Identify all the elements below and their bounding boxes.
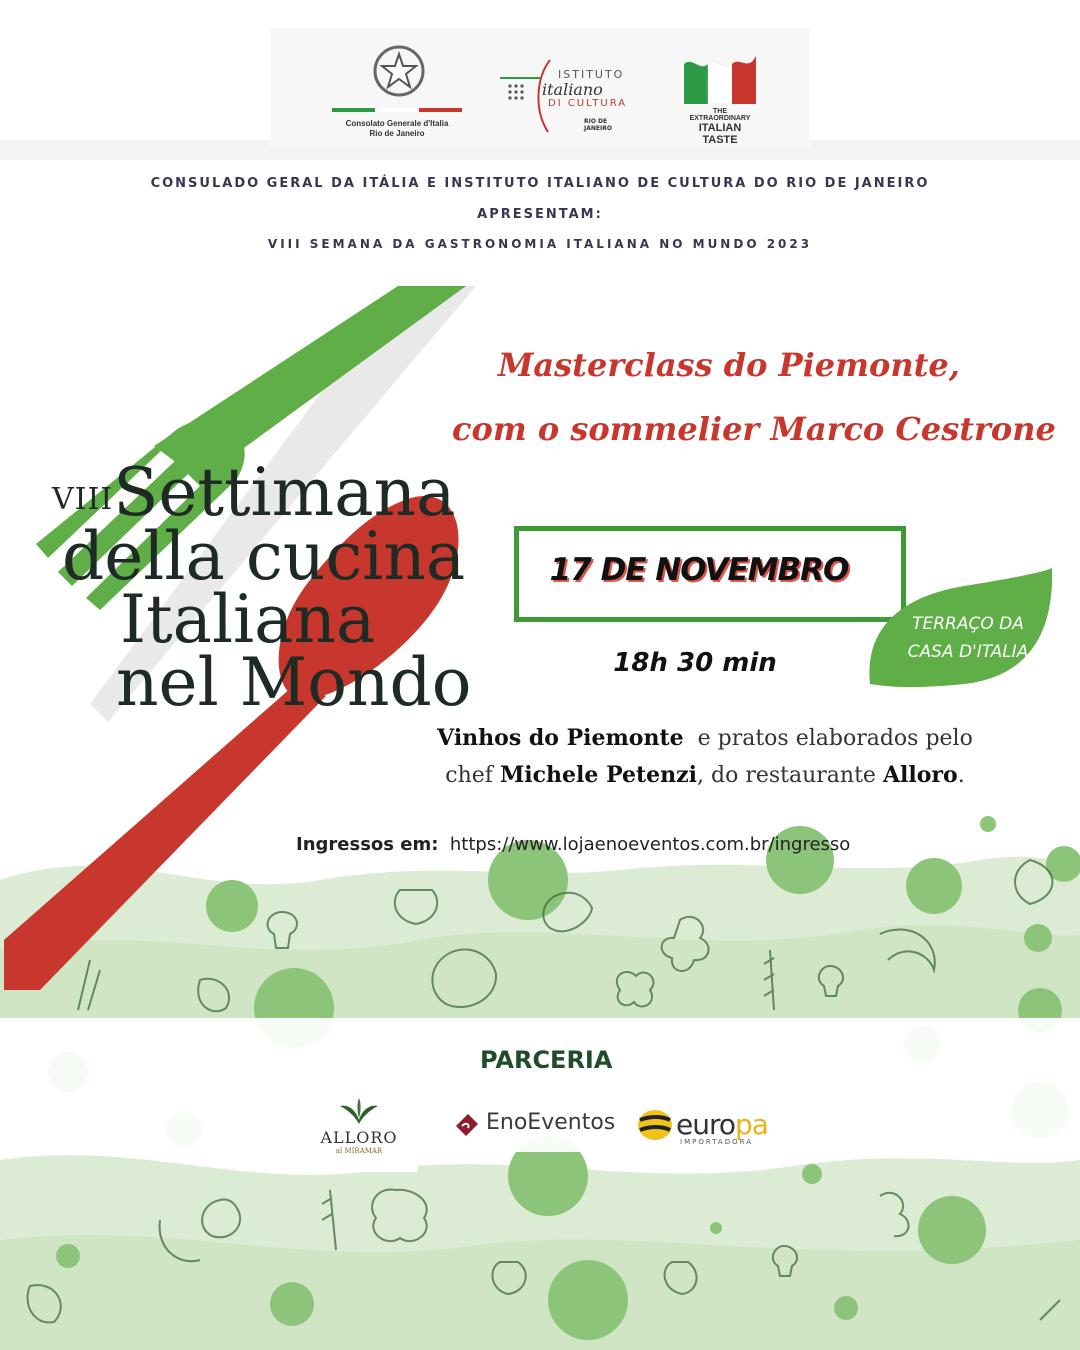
event-description xyxy=(420,720,990,794)
title-line2: della cucina xyxy=(62,518,466,595)
italian-republic-emblem xyxy=(372,44,426,98)
description-line1 xyxy=(420,720,990,757)
venue-line1: TERRAÇO DA xyxy=(912,614,1024,634)
partners-heading: PARCERIA xyxy=(480,1046,613,1074)
taste-line1: THE EXTRAORDINARY xyxy=(689,108,751,122)
presenters-line3: VIII SEMANA DA GASTRONOMIA ITALIANA NO MUNDO 2023 xyxy=(267,237,813,251)
europa-main: euro xyxy=(676,1108,735,1141)
title-line1-text: Settimana xyxy=(113,454,456,531)
desc-bold3: Alloro xyxy=(882,762,958,788)
desc-text1: e pratos elaborados pelo xyxy=(697,726,973,751)
iic-line4: RIO DE JANEIRO xyxy=(584,118,612,132)
alloro-subtitle: al MIRAMAR xyxy=(335,1147,383,1155)
event-time: 18h 30 min xyxy=(613,648,777,678)
iic-line3: DI CULTURA xyxy=(548,98,628,109)
taste-line2: ITALIAN TASTE xyxy=(698,122,742,146)
title-line3: Italiana xyxy=(120,581,376,658)
tickets xyxy=(296,834,850,855)
desc-bold2: Michele Petenzi xyxy=(499,762,698,788)
enoeventos-name: EnoEventos xyxy=(486,1110,616,1135)
description-line2 xyxy=(420,757,990,794)
headline-line2: com o sommelier Marco Cestrone xyxy=(452,410,1056,448)
venue-line2: CASA D'ITALIA xyxy=(907,642,1029,662)
iic-line1: ISTITUTO xyxy=(558,68,625,81)
tickets-url-link[interactable]: https://www.lojaenoeventos.com.br/ingresso xyxy=(449,834,851,855)
consolato-line2: Rio de Janeiro xyxy=(369,129,425,138)
consolato-logo-text xyxy=(332,119,462,139)
desc-bold1: Vinhos do Piemonte xyxy=(437,725,684,751)
venue xyxy=(886,610,1050,666)
desc-text3: , do restaurante xyxy=(697,763,876,788)
italian-flag-stripe-icon xyxy=(332,108,462,112)
iic-line2: italiano xyxy=(542,80,603,99)
istituto-italiano-cultura-logo xyxy=(500,58,635,134)
europa-name xyxy=(676,1108,768,1141)
title-line4: nel Mondo xyxy=(116,644,472,721)
event-date: 17 DE NOVEMBRO xyxy=(549,552,849,588)
consolato-line1: Consolato Generale d'Italia xyxy=(345,119,449,128)
headline-line1: Masterclass do Piemonte, xyxy=(498,346,960,384)
alloro-name: ALLORO xyxy=(320,1128,398,1147)
europa-icon xyxy=(636,1108,674,1142)
italian-flag-icon xyxy=(684,56,756,104)
presenters-line2: APRESENTAM: xyxy=(477,207,603,222)
presenters-line1: CONSULADO GERAL DA ITÁLIA E INSTITUTO ITALIANO DE CULTURA DO RIO DE JANEIRO xyxy=(150,176,930,191)
tickets-label: Ingressos em: xyxy=(296,834,439,855)
desc-text2: chef xyxy=(445,763,493,788)
europa-accent: pa xyxy=(735,1108,768,1141)
europa-subtitle: IMPORTADORA xyxy=(680,1138,753,1146)
laurel-icon xyxy=(338,1096,380,1126)
desc-text4: . xyxy=(957,763,965,788)
enoeventos-icon xyxy=(452,1110,482,1140)
title-numeral: VIII xyxy=(52,482,114,517)
